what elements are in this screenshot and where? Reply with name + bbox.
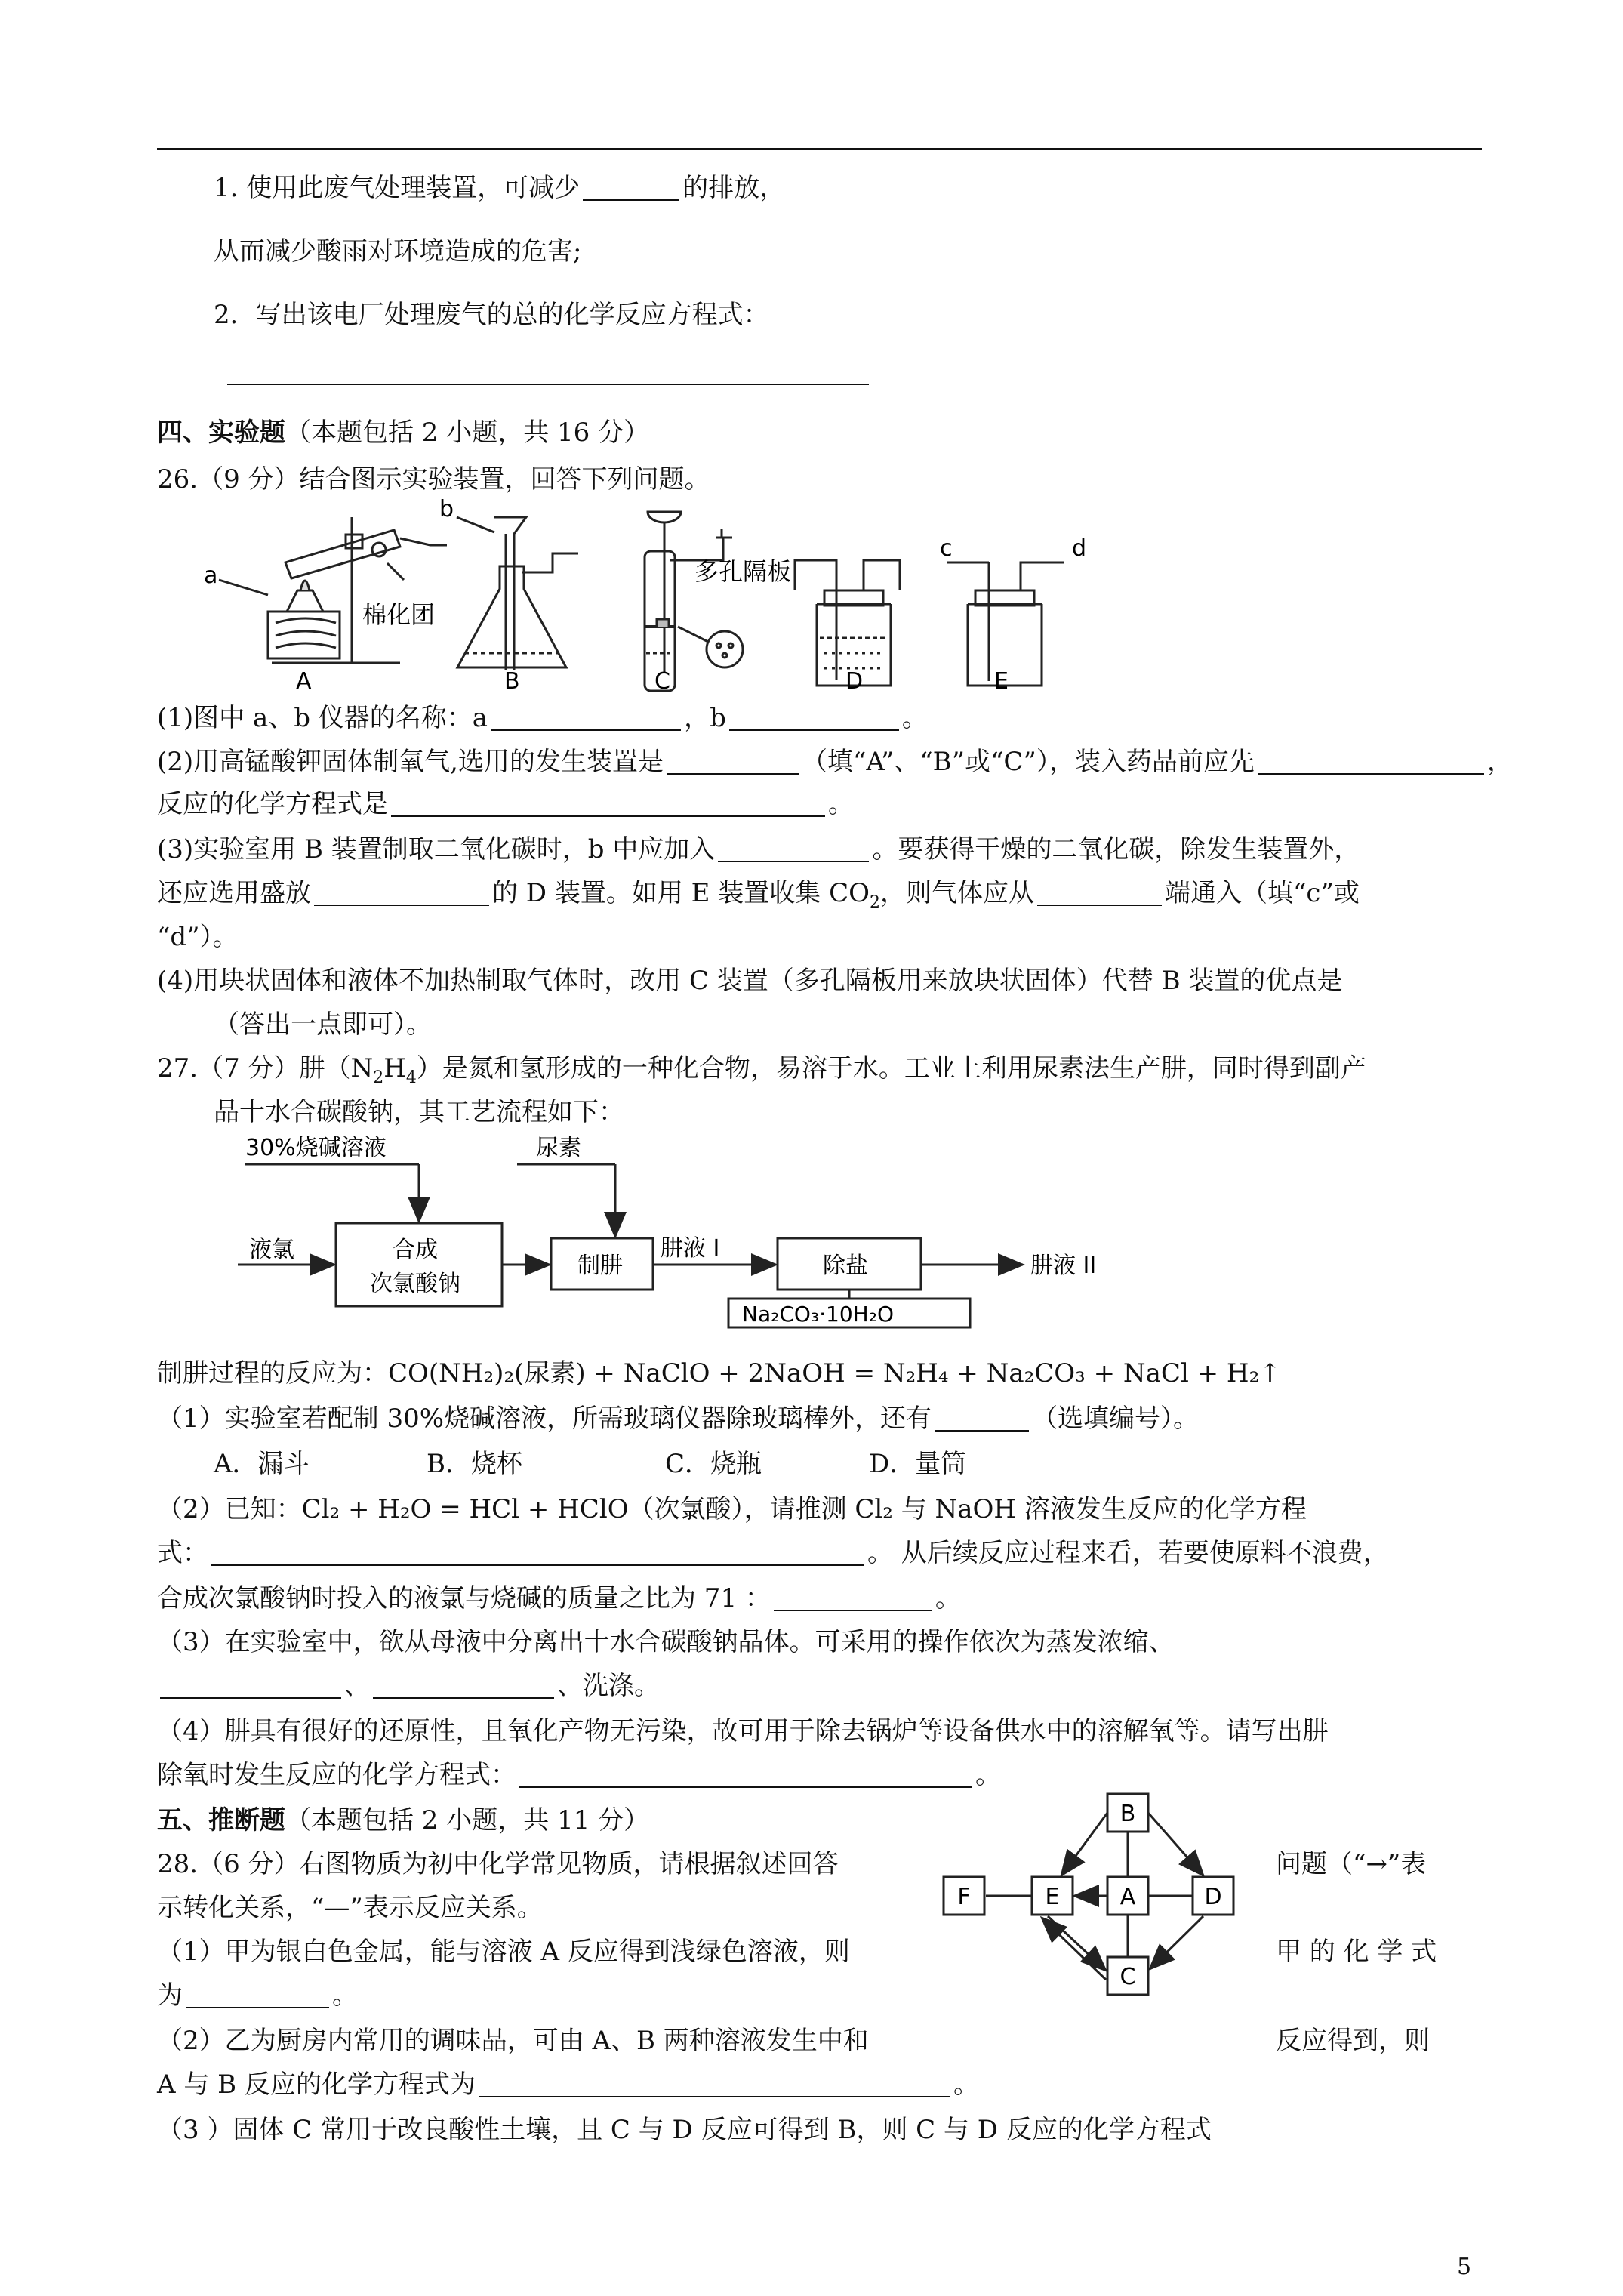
- option-c: C．烧瓶: [665, 1449, 762, 1479]
- q27-sub4-line2: 除氧时发生反应的化学方程式： 。: [157, 1760, 1001, 1790]
- blank[interactable]: [391, 791, 825, 817]
- q28-sub2-right: 反应得到，则: [1276, 2026, 1430, 2056]
- fig-label-d: d: [1072, 535, 1087, 562]
- fig-label-a: a: [204, 562, 218, 589]
- blank[interactable]: [729, 705, 899, 731]
- q27-sub2-line1: （2）已知：Cl₂ + H₂O = HCl + HClO（次氯酸），请推测 Cl₂ 与 NaOH 溶液发生反应的化学方程: [157, 1494, 1307, 1524]
- blank[interactable]: [211, 1540, 864, 1566]
- q26-stem: 26.（9 分）结合图示实验装置，回答下列问题。: [157, 464, 710, 495]
- option-d: D．量筒: [869, 1449, 967, 1479]
- node-C: C: [1119, 1964, 1136, 1990]
- q28-sub1-line2: 为 。: [157, 1980, 358, 2011]
- flow-urea-label: 尿素: [536, 1135, 581, 1161]
- q26-part4-line2: （答出一点即可）。: [214, 1009, 432, 1040]
- q28-sub1-right: 甲 的 化 学 式: [1276, 1937, 1437, 1967]
- blank[interactable]: [314, 880, 489, 906]
- flow-intermediate-label: 肼液 I: [661, 1235, 720, 1262]
- blank[interactable]: [373, 1673, 554, 1699]
- caption-B: B: [504, 668, 520, 695]
- q28-stem-line2: 示转化关系，“—”表示反应关系。: [157, 1893, 543, 1923]
- q27-sub3-line2: 、 、洗涤。: [157, 1670, 660, 1702]
- blank[interactable]: [519, 1762, 972, 1788]
- header-rule: [157, 148, 1482, 150]
- relation-diagram: [936, 1789, 1253, 2001]
- fig-label-c: c: [940, 535, 953, 562]
- blank[interactable]: [774, 1586, 932, 1611]
- node-B: B: [1119, 1801, 1136, 1827]
- flow-box-synthesis-line2: 次氯酸钠: [370, 1271, 460, 1297]
- option-a: A．漏斗: [214, 1449, 310, 1479]
- blank[interactable]: [1037, 880, 1162, 906]
- q26-part4-line1: (4)用块状固体和液体不加热制取气体时，改用 C 装置（多孔隔板用来放块状固体）代替 B 装置的优点是: [157, 966, 1343, 996]
- q27-sub2-line3: 合成次氯酸钠时投入的液氯与烧碱的质量之比为 71 ： 。: [157, 1583, 961, 1613]
- q25-line1: 1. 使用此废气处理装置，可减少 的排放，: [214, 173, 786, 203]
- node-E: E: [1045, 1884, 1060, 1910]
- q25-line3: 2．写出该电厂处理废气的总的化学反应方程式：: [214, 300, 769, 330]
- q28-sub2-line2: A 与 B 反应的化学方程式为 。: [157, 2069, 979, 2100]
- fig-label-cotton: 棉化团: [362, 600, 436, 629]
- page-number: 5: [1457, 2254, 1472, 2280]
- q27-sub4-line1: （4）肼具有很好的还原性，且氧化产物无污染，故可用于除去锅炉等设备供水中的溶解氧等。请写出肼: [157, 1716, 1329, 1746]
- q26-part3-line1: (3)实验室用 B 装置制取二氧化碳时，b 中应加入 。要获得干燥的二氧化碳，除发生装置外，: [157, 834, 1360, 864]
- apparatus-figure: [204, 491, 1193, 695]
- blank[interactable]: [160, 1673, 341, 1699]
- flow-output-label: 肼液 II: [1030, 1253, 1097, 1279]
- flow-naoh-label: 30%烧碱溶液: [245, 1135, 387, 1161]
- q27-sub3-line1: （3）在实验室中，欲从母液中分离出十水合碳酸钠晶体。可采用的操作依次为蒸发浓缩、: [157, 1627, 1175, 1657]
- q27-reaction: 制肼过程的反应为：CO(NH₂)₂(尿素) + NaClO + 2NaOH = N₂H₄ + Na₂CO₃ + NaCl + H₂↑: [157, 1358, 1281, 1388]
- node-F: F: [957, 1884, 971, 1910]
- caption-C: C: [654, 668, 670, 695]
- q28-stem-right: 问题（“→”表: [1276, 1849, 1427, 1879]
- q27-sub1: （1）实验室若配制 30%烧碱溶液，所需玻璃仪器除玻璃棒外，还有 （选填编号）。: [157, 1404, 1200, 1434]
- q28-stem-left: 28.（6 分）右图物质为初中化学常见物质，请根据叙述回答: [157, 1849, 839, 1879]
- flow-chlorine-label: 液氯: [249, 1237, 294, 1263]
- q27-stem-line2: 品十水合碳酸钠，其工艺流程如下：: [214, 1097, 624, 1127]
- q28-sub2-left: （2）乙为厨房内常用的调味品，可由 A、B 两种溶液发生中和: [157, 2026, 869, 2056]
- q26-part3-line3: “d”）。: [157, 922, 239, 952]
- answer-line[interactable]: [227, 359, 869, 385]
- caption-E: E: [994, 668, 1009, 695]
- blank[interactable]: [667, 749, 799, 775]
- option-b: B．烧杯: [427, 1449, 522, 1479]
- node-D: D: [1204, 1884, 1222, 1910]
- q28-sub1-left: （1）甲为银白色金属，能与溶液 A 反应得到浅绿色溶液，则: [157, 1937, 850, 1967]
- node-A: A: [1119, 1884, 1136, 1910]
- section4-heading: 四、实验题（本题包括 2 小题，共 16 分）: [157, 418, 650, 448]
- section5-heading: 五、推断题（本题包括 2 小题，共 11 分）: [157, 1805, 650, 1835]
- blank[interactable]: [491, 705, 681, 731]
- process-flowchart: [238, 1133, 1159, 1329]
- blank[interactable]: [718, 837, 869, 862]
- q26-part1: (1)图中 a、b 仪器的名称：a ，b 。: [157, 703, 928, 733]
- flow-box-hydrazine: 制肼: [577, 1253, 623, 1279]
- blank[interactable]: [583, 175, 679, 201]
- q27-stem-line1: 27.（7 分）肼$(N_2H_4)$是氮和氢形成的一种化合物，易溶于水。工业上利用尿素法生产肼，同时得到副产: [157, 1053, 1366, 1087]
- blank[interactable]: [479, 2072, 950, 2097]
- q28-sub3: （3 ）固体 C 常用于改良酸性土壤，且 C 与 D 反应可得到 B，则 C 与 D 反应的化学方程式: [157, 2115, 1212, 2145]
- q27-options: [214, 1448, 966, 1480]
- q25-line2: 从而减少酸雨对环境造成的危害;: [214, 236, 582, 267]
- blank[interactable]: [1258, 749, 1484, 775]
- q26-part2-line2: 反应的化学方程式是 。: [157, 789, 854, 819]
- flow-box-synthesis-line1: 合成: [393, 1237, 438, 1263]
- flow-box-desalt: 除盐: [823, 1253, 868, 1279]
- caption-D: D: [845, 668, 864, 695]
- q26-part3-line2: 还应选用盛放 的 D 装置。如用 E 装置收集 $CO_2$，则气体应从 端通入（填“c”或: [157, 878, 1360, 912]
- caption-A: A: [296, 668, 312, 695]
- blank[interactable]: [186, 1983, 329, 2008]
- fig-label-porous: 多孔隔板: [694, 557, 792, 586]
- blank[interactable]: [935, 1406, 1029, 1432]
- fig-label-b: b: [439, 496, 454, 522]
- q26-part2-line1: (2)用高锰酸钾固体制氧气,选用的发生装置是 （填“A”、“B”或“C”），装入药品前应先 ，: [157, 747, 1513, 777]
- q27-sub2-line2: 式： 。 从后续反应过程来看，若要使原料不浪费，: [157, 1538, 1389, 1568]
- flow-byproduct-label: Na₂CO₃·10H₂O: [742, 1302, 894, 1327]
